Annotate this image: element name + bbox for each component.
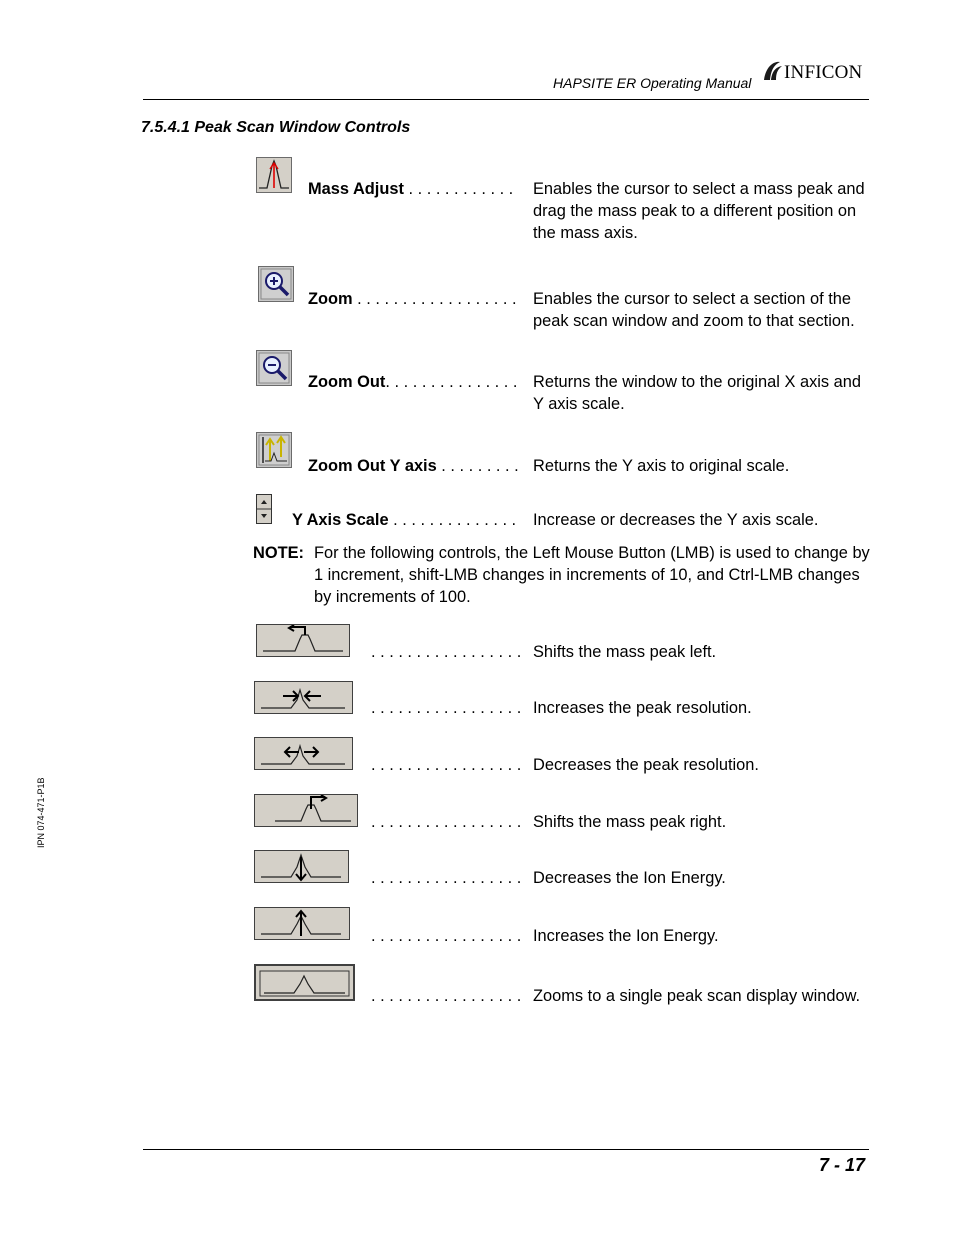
peak-control-dots: . . . . . . . . . . . . . . . . . [371, 813, 522, 831]
section-title: 7.5.4.1 Peak Scan Window Controls [141, 119, 411, 136]
control-desc-mass-adjust: Enables the cursor to select a mass peak and drag the mass peak to a different position on the mass axis. [533, 180, 865, 242]
decrease-resolution-icon [254, 737, 353, 770]
decrease-ion-energy-icon [254, 850, 349, 883]
manual-title: HAPSITE ER Operating Manual [553, 75, 752, 91]
peak-control-dots: . . . . . . . . . . . . . . . . . [371, 869, 522, 887]
peak-control-dots: . . . . . . . . . . . . . . . . . [371, 756, 522, 774]
page-number: 7 - 17 [818, 1155, 865, 1175]
peak-control-desc-increase-ion-energy: Increases the Ion Energy. [533, 927, 719, 945]
document-part-number: IPN 074-471-P1B [36, 777, 46, 848]
zoom-out-icon [256, 350, 292, 386]
shift-left-icon [256, 624, 350, 657]
y-axis-scale-icon [256, 494, 272, 524]
control-label-y-axis-scale: Y Axis Scale . . . . . . . . . . . . . . [292, 511, 517, 529]
control-desc-zoom: Enables the cursor to select a section of the peak scan window and zoom to that section. [533, 290, 855, 330]
inficon-logo-mark-icon [760, 60, 784, 84]
control-label-mass-adjust: Mass Adjust . . . . . . . . . . . . [308, 180, 514, 198]
note-text: For the following controls, the Left Mouse Button (LMB) is used to change by 1 increment, shift-LMB changes in increments of 10, and Ctrl-LMB changes by increments of 100. [314, 544, 870, 606]
logo-text: INFICON [784, 62, 863, 83]
peak-control-desc-decrease-resolution: Decreases the peak resolution. [533, 756, 759, 774]
single-peak-window-icon [254, 964, 355, 1001]
note-label: NOTE: [253, 544, 304, 562]
mass-adjust-icon [256, 157, 292, 193]
shift-right-icon [254, 794, 358, 827]
peak-control-desc-decrease-ion-energy: Decreases the Ion Energy. [533, 869, 726, 887]
zoom-in-icon [258, 266, 294, 302]
peak-control-dots: . . . . . . . . . . . . . . . . . [371, 987, 522, 1005]
inficon-logo [760, 60, 875, 86]
peak-control-desc-increase-resolution: Increases the peak resolution. [533, 699, 752, 717]
control-label-zoom-out: Zoom Out. . . . . . . . . . . . . . . [308, 373, 518, 391]
peak-control-desc-shift-left: Shifts the mass peak left. [533, 643, 717, 661]
peak-control-desc-shift-right: Shifts the mass peak right. [533, 813, 727, 831]
zoom-out-y-icon [256, 432, 292, 468]
increase-resolution-icon [254, 681, 353, 714]
control-desc-zoom-out: Returns the window to the original X axis and Y axis scale. [533, 373, 861, 413]
header-rule [143, 99, 869, 100]
control-desc-zoom-out-y-axis: Returns the Y axis to original scale. [533, 457, 790, 475]
footer-rule [143, 1149, 869, 1150]
increase-ion-energy-icon [254, 907, 350, 940]
peak-control-dots: . . . . . . . . . . . . . . . . . [371, 643, 522, 661]
control-label-zoom-out-y-axis: Zoom Out Y axis . . . . . . . . . [308, 457, 519, 475]
control-desc-y-axis-scale: Increase or decreases the Y axis scale. [533, 511, 819, 529]
peak-control-dots: . . . . . . . . . . . . . . . . . [371, 699, 522, 717]
peak-control-desc-single-peak-window: Zooms to a single peak scan display window. [533, 987, 861, 1005]
control-label-zoom: Zoom . . . . . . . . . . . . . . . . . . [308, 290, 517, 308]
peak-control-dots: . . . . . . . . . . . . . . . . . [371, 927, 522, 945]
